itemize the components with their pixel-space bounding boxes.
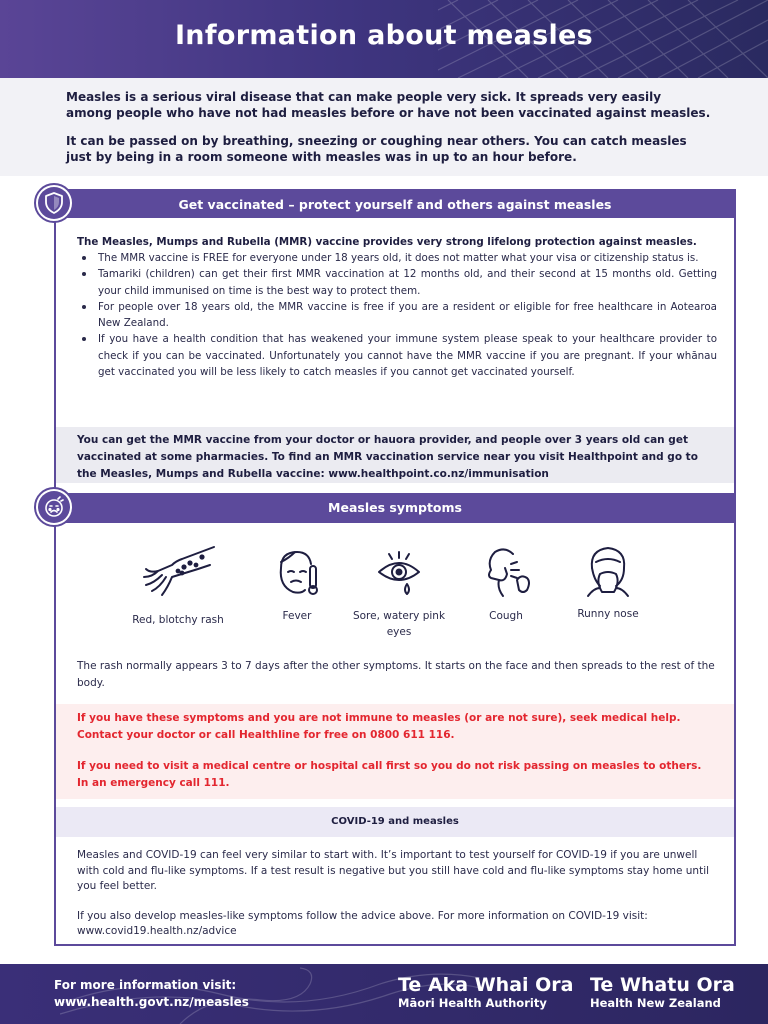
te-whatu-ora-logo bbox=[590, 974, 735, 1010]
page-footer bbox=[0, 964, 768, 1024]
runny-nose-icon bbox=[582, 544, 634, 598]
intro-paragraph-2: It can be passed on by breathing, sneezing or coughing near others. You can catch measles just by being in a room someone with measles was in up to an hour before. bbox=[66, 134, 687, 164]
watery-eye-icon bbox=[373, 546, 425, 598]
vaccination-bullet-3: For people over 18 years old, the MMR vaccine is free if you are a resident or eligible for free healthcare in Aotearoa New Zealand. bbox=[77, 299, 717, 332]
covid-heading: COVID-19 and measles bbox=[56, 807, 734, 837]
covid-section bbox=[77, 848, 717, 940]
page-title: Information about measles bbox=[174, 20, 594, 51]
vaccination-bullet-2: Tamariki (children) can get their first MMR vaccination at 12 months old, and their second at 15 months old. Getting your child immunised on time is the best way to protect them. bbox=[77, 266, 717, 299]
rash-arm-icon bbox=[138, 543, 218, 599]
symptoms-heading: Measles symptoms bbox=[56, 493, 734, 523]
vaccination-badge bbox=[34, 183, 74, 223]
symptom-eyes bbox=[352, 546, 446, 640]
vaccination-list bbox=[77, 250, 717, 380]
shield-icon bbox=[44, 192, 64, 214]
vaccination-bullet-1: The MMR vaccine is FREE for everyone under 18 years old, it does not matter what your visa or citizenship status is. bbox=[77, 250, 717, 266]
symptom-label: Sore, watery pink eyes bbox=[352, 610, 446, 638]
page-header bbox=[0, 0, 768, 78]
more-info-label: For more information visit: bbox=[54, 978, 237, 992]
logo-sub-text: Māori Health Authority bbox=[398, 996, 547, 1010]
symptom-fever bbox=[261, 546, 333, 624]
vaccination-heading: Get vaccinated – protect yourself and others against measles bbox=[56, 191, 734, 218]
cough-icon bbox=[477, 544, 535, 598]
symptom-runny-nose bbox=[566, 544, 650, 622]
sick-face-icon bbox=[43, 496, 65, 518]
vaccination-bullet-4: If you have a health condition that has weakened your immune system please speak to your healthcare provider to check if you can be vaccinated. Unfortunately you cannot have the MMR vaccine if you are pregnant. If your whānau get vaccinated you will be less likely to catch measles if you cannot get vaccinated yourself. bbox=[77, 331, 717, 380]
alert-paragraph-1: If you have these symptoms and you are not immune to measles (or are not sure), seek medical help. Contact your doctor or call Healthline for free on 0800 611 116. bbox=[77, 712, 681, 741]
rash-note: The rash normally appears 3 to 7 days after the other symptoms. It starts on the face and then spreads to the rest of the body. bbox=[77, 660, 715, 689]
symptom-label: Red, blotchy rash bbox=[132, 614, 224, 626]
more-info-link[interactable]: www.health.govt.nz/measles bbox=[54, 995, 249, 1009]
symptoms-badge bbox=[34, 487, 74, 527]
intro-section bbox=[0, 78, 768, 176]
alert-paragraph-2: If you need to visit a medical centre or hospital call first so you do not risk passing on measles to others. In an emergency call 111. bbox=[77, 760, 702, 789]
intro-paragraph-1: Measles is a serious viral disease that can make people very sick. It spreads very easily among people who have not had measles before or have not been vaccinated against measles. bbox=[66, 90, 711, 120]
logo-main-text: Te Whatu Ora bbox=[590, 974, 735, 996]
info-card bbox=[54, 189, 736, 946]
te-aka-whai-ora-logo bbox=[398, 974, 574, 1010]
symptom-rash bbox=[128, 543, 228, 628]
covid-paragraph-2: If you also develop measles-like symptoms follow the advice above. For more information on COVID-19 visit: www.covid19.health.nz/advice bbox=[77, 909, 648, 937]
more-info bbox=[54, 977, 249, 1011]
vaccination-where: You can get the MMR vaccine from your doctor or hauora provider, and people over 3 years old can get vaccinated at some pharmacies. To find an MMR vaccination service near you visit Healthpoint and go to the Measles, Mumps and Rubella vaccine: www.healthpoint.co.nz/immunisation bbox=[56, 427, 734, 483]
fever-thermometer-icon bbox=[271, 546, 323, 598]
covid-paragraph-1: Measles and COVID-19 can feel very similar to start with. It’s important to test yourself for COVID-19 if you are unwell with cold and flu-like symptoms. If a test result is negative but you still have cold and flu-like symptoms stay home until you feel better. bbox=[77, 849, 710, 892]
logo-main-text: Te Aka Whai Ora bbox=[398, 974, 574, 996]
logo-sub-text: Health New Zealand bbox=[590, 996, 721, 1010]
vaccination-lead: The Measles, Mumps and Rubella (MMR) vaccine provides very strong lifelong protection against measles. bbox=[77, 236, 697, 248]
symptom-label: Cough bbox=[489, 610, 523, 622]
seek-help-alert bbox=[56, 704, 734, 799]
symptom-label: Fever bbox=[282, 610, 312, 622]
symptom-cough bbox=[464, 544, 548, 624]
symptom-label: Runny nose bbox=[577, 608, 639, 620]
